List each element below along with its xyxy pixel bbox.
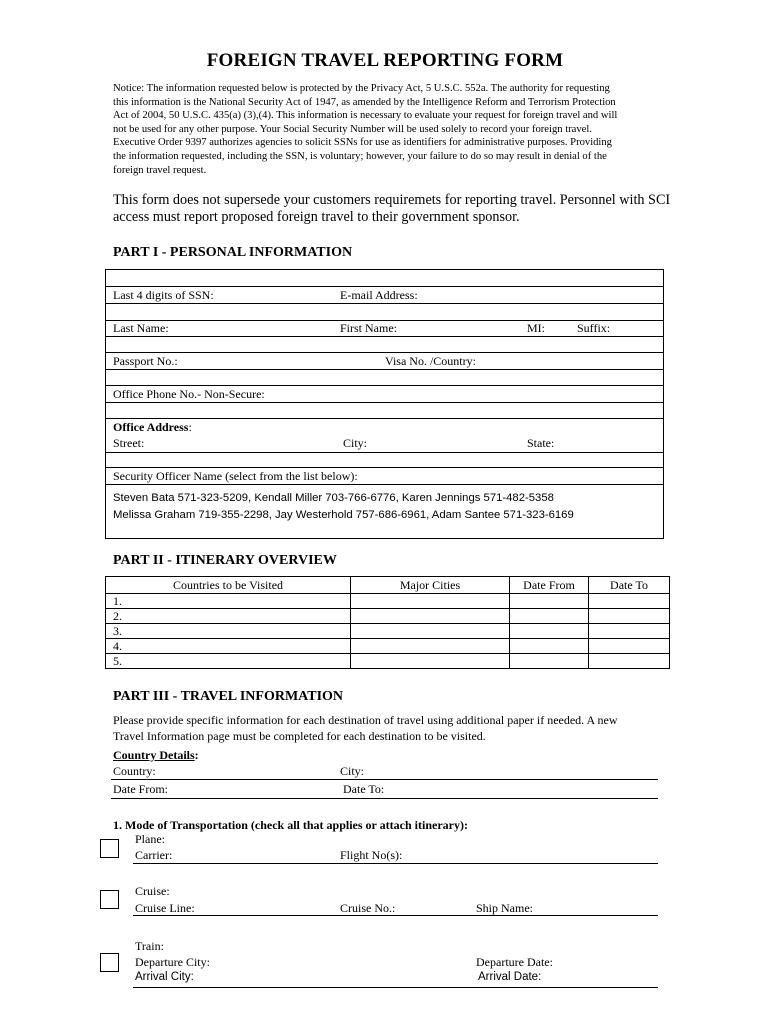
- last-name-label: Last Name:: [113, 321, 169, 335]
- row-number[interactable]: 4.: [106, 639, 351, 654]
- arrival-city-label: Arrival City:: [135, 971, 194, 983]
- divider: [105, 385, 664, 386]
- city-label: City:: [340, 764, 365, 778]
- suffix-label: Suffix:: [577, 321, 611, 335]
- state-label: State:: [527, 436, 555, 450]
- intro-line: access must report proposed foreign travel to their government sponsor.: [113, 209, 520, 225]
- field-underline: [111, 798, 658, 799]
- table-row: [106, 594, 670, 609]
- country-details-label: Country Details: [113, 748, 195, 762]
- field-underline: [111, 779, 658, 780]
- field-underline: [133, 863, 658, 864]
- office-phone-label: Office Phone No.- Non-Secure:: [113, 387, 265, 401]
- itinerary-table: [105, 576, 670, 669]
- ssn-label: Last 4 digits of SSN:: [113, 288, 214, 302]
- street-label: Street:: [113, 436, 145, 450]
- divider: [105, 402, 664, 403]
- notice-line: foreign travel request.: [113, 164, 207, 176]
- security-officer-label: Security Officer Name (select from the list below):: [113, 469, 358, 483]
- row-number[interactable]: 3.: [106, 624, 351, 639]
- carrier-label: Carrier:: [135, 848, 173, 862]
- column-header: Date To: [589, 577, 670, 594]
- notice-line: Executive Order 9397 authorizes agencies to solicit SSNs for use as identifiers for administrative purposes. Providing: [113, 137, 612, 149]
- divider: [105, 467, 664, 468]
- ship-name-label: Ship Name:: [476, 901, 533, 915]
- part3-heading: PART III - TRAVEL INFORMATION: [113, 689, 344, 704]
- table-row: [106, 654, 670, 669]
- departure-date-label: Departure Date:: [476, 955, 553, 969]
- plane-checkbox[interactable]: [100, 839, 119, 858]
- table-cell[interactable]: [589, 639, 670, 654]
- part3-instructions-line: Please provide specific information for each destination of travel using additional paper if needed. A new: [113, 713, 618, 727]
- table-cell[interactable]: [589, 594, 670, 609]
- office-address-label: [113, 420, 192, 435]
- date-to-label: Date To:: [343, 782, 385, 796]
- passport-label: Passport No.:: [113, 354, 178, 368]
- train-label: Train:: [135, 939, 164, 953]
- table-cell[interactable]: [351, 594, 510, 609]
- table-cell[interactable]: [510, 639, 589, 654]
- notice-line: Notice: The information requested below is protected by the Privacy Act, 5 U.S.C. 552a. The authority for requesting: [113, 83, 610, 94]
- table-cell[interactable]: [589, 609, 670, 624]
- country-label: Country:: [113, 764, 156, 778]
- table-cell[interactable]: [510, 654, 589, 669]
- part1-heading: PART I - PERSONAL INFORMATION: [113, 245, 353, 260]
- table-cell[interactable]: [351, 639, 510, 654]
- notice-line: not be used for any other purpose. Your Social Security Number will be used solely to record your foreign travel.: [113, 123, 592, 135]
- intro-text: [113, 192, 673, 226]
- divider: [105, 418, 664, 419]
- table-row: [106, 609, 670, 624]
- email-label: E-mail Address:: [340, 288, 418, 302]
- country-details-heading: [113, 748, 199, 763]
- column-header: Countries to be Visited: [106, 577, 351, 594]
- field-underline: [133, 915, 658, 916]
- table-cell[interactable]: [351, 609, 510, 624]
- table-cell[interactable]: [589, 654, 670, 669]
- divider: [105, 484, 664, 485]
- table-cell[interactable]: [510, 594, 589, 609]
- office-address-heading: Office Address: [113, 420, 189, 434]
- row-number[interactable]: 2.: [106, 609, 351, 624]
- table-row: [106, 639, 670, 654]
- mi-label: MI:: [527, 321, 545, 335]
- train-checkbox[interactable]: [100, 953, 119, 972]
- cruise-checkbox[interactable]: [100, 890, 119, 909]
- table-header-row: [106, 577, 670, 594]
- office-address-colon: :: [188, 420, 192, 434]
- date-from-label: Date From:: [113, 782, 168, 796]
- country-details-colon: :: [194, 748, 199, 762]
- privacy-notice: [113, 82, 658, 177]
- notice-line: Act of 2004, 50 U.S.C. 435(a) (3),(4). This information is necessary to evaluate your request for foreign travel and will: [113, 110, 618, 122]
- divider: [105, 352, 664, 353]
- officer-list-line: Melissa Graham 719-355-2298, Jay Westerhold 757-686-6961, Adam Santee 571-323-6169: [113, 509, 574, 521]
- row-number[interactable]: 5.: [106, 654, 351, 669]
- row-number[interactable]: 1.: [106, 594, 351, 609]
- cruise-no-label: Cruise No.:: [340, 901, 396, 915]
- divider: [105, 286, 664, 287]
- table-cell[interactable]: [510, 624, 589, 639]
- visa-label: Visa No. /Country:: [385, 354, 476, 368]
- notice-line: this information is the National Security Act of 1947, as amended by the Intelligence Reform and Terrorism Protection: [113, 96, 616, 108]
- column-header: Major Cities: [351, 577, 510, 594]
- cruise-label: Cruise:: [135, 884, 170, 898]
- officer-list-line: Steven Bata 571-323-5209, Kendall Miller 703-766-6776, Karen Jennings 571-482-5358: [113, 492, 554, 504]
- table-cell[interactable]: [351, 654, 510, 669]
- plane-label: Plane:: [135, 832, 165, 846]
- table-row: [106, 624, 670, 639]
- table-cell[interactable]: [589, 624, 670, 639]
- field-underline: [133, 987, 658, 988]
- divider: [105, 336, 664, 337]
- page-title: FOREIGN TRAVEL REPORTING FORM: [206, 50, 564, 71]
- part3-instructions-line: Travel Information page must be completed for each destination to be visited.: [113, 729, 486, 743]
- arrival-date-label: Arrival Date:: [478, 971, 542, 983]
- column-header: Date From: [510, 577, 589, 594]
- notice-line: the information requested, including the SSN, is voluntary; however, your failure to do so may result in denial of the: [113, 150, 607, 162]
- departure-city-label: Departure City:: [135, 955, 210, 969]
- part2-heading: PART II - ITINERARY OVERVIEW: [113, 553, 337, 568]
- cruise-line-label: Cruise Line:: [135, 901, 195, 915]
- city-label: City:: [343, 436, 368, 450]
- table-cell[interactable]: [351, 624, 510, 639]
- transport-heading: 1. Mode of Transportation (check all that applies or attach itinerary):: [113, 818, 468, 832]
- intro-line: This form does not supersede your customers requiremets for reporting travel. Personnel with SCI: [113, 192, 671, 208]
- divider: [105, 369, 664, 370]
- first-name-label: First Name:: [340, 321, 397, 335]
- divider: [105, 303, 664, 304]
- divider: [105, 452, 664, 453]
- table-cell[interactable]: [510, 609, 589, 624]
- flight-no-label: Flight No(s):: [340, 848, 403, 862]
